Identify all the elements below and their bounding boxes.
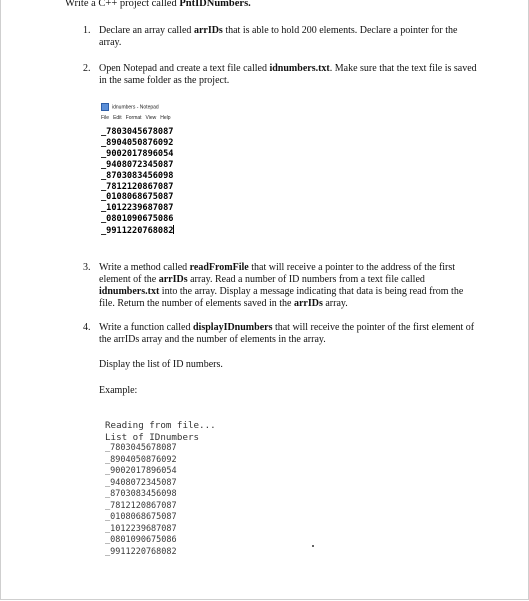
bold-term: readFromFile [189, 262, 249, 273]
console-line: _8904050876092 [105, 454, 177, 465]
console-line: _0801090675086 [105, 535, 177, 545]
text-run: that is able to hold 200 elements. Declare a pointer for the array. [99, 25, 458, 48]
menu-item-view: View [145, 115, 157, 121]
item-text [99, 262, 477, 310]
console-line: _0108068675087 [105, 512, 177, 522]
example-label: Example: [99, 385, 138, 396]
notepad-line: _9408072345087 [101, 159, 174, 170]
notepad-line: _8703083456098 [101, 170, 174, 181]
notepad-title: idnumbers - Notepad [112, 104, 159, 111]
text-run: Declare an array called [99, 25, 194, 36]
menu-item-edit: Edit [113, 115, 122, 121]
notepad-line: _8904050876092 [101, 137, 174, 148]
notepad-line: _7803045678087 [101, 127, 174, 137]
project-name: PntIDNumbers. [179, 0, 251, 9]
notepad-line: _0108068675087 [101, 192, 174, 203]
notepad-line: _9911220768082 [101, 226, 174, 237]
console-line: _7803045678087 [105, 443, 177, 453]
text-run: Open Notepad and create a text file called [99, 63, 270, 74]
console-line: _9408072345087 [105, 477, 177, 488]
header-prefix: Write a C++ project called [65, 0, 180, 9]
notepad-title-bar [101, 103, 159, 113]
console-line: _7812120867087 [105, 500, 177, 511]
document-header [65, 0, 251, 9]
text-run: array. [322, 298, 348, 309]
console-header-line: List of IDnumbers [105, 431, 200, 443]
notepad-line: _9002017896054 [101, 148, 174, 159]
text-cursor [173, 225, 174, 234]
console-header-line: Reading from file... [105, 420, 216, 431]
text-run: Write a method called [99, 262, 190, 273]
bold-term: arrIDs [158, 274, 188, 285]
notepad-screenshot [101, 103, 191, 249]
menu-item-help: Help [160, 115, 171, 121]
stray-dot [312, 545, 314, 547]
notepad-menu-bar [101, 115, 175, 121]
item-number: 3. [83, 262, 91, 273]
item-text [99, 25, 477, 49]
bold-term: arrIDs [193, 25, 223, 36]
text-run: Write a function called [99, 322, 193, 333]
bold-term: displayIDnumbers [193, 322, 273, 333]
notepad-icon [101, 103, 109, 111]
menu-item-format: Format [125, 115, 142, 121]
text-run: that will receive a pointer to the address of the first element of the [99, 262, 456, 285]
text-run: that will receive the pointer of the first element of the arrIDs array and the number of elements in the array. [99, 322, 475, 345]
notepad-line: _1012239687087 [101, 203, 174, 214]
notepad-line: _0801090675086 [101, 214, 174, 225]
bold-term: idnumbers.txt [269, 63, 330, 74]
menu-item-file: File [101, 115, 110, 121]
item-number: 2. [83, 63, 91, 74]
item-number: 4. [83, 322, 91, 333]
text-run: into the array. Display a message indicating that data is being read from the file. Return the number of elements saved in the [99, 286, 464, 309]
console-line: _8703083456098 [105, 489, 177, 499]
console-line: _9002017896054 [105, 466, 177, 476]
bold-term: arrIDs [293, 298, 323, 309]
console-line: _1012239687087 [105, 523, 177, 534]
console-output [105, 420, 216, 558]
display-text: Display the list of ID numbers. [99, 359, 223, 370]
item-text [99, 63, 477, 87]
item-number: 1. [83, 25, 91, 36]
bold-term: idnumbers.txt [99, 286, 160, 297]
console-line: _9911220768082 [105, 546, 177, 557]
notepad-line: _7812120867087 [101, 181, 174, 192]
item-text [99, 322, 477, 346]
text-run: . Make sure that the text file is saved in the same folder as the project. [99, 63, 477, 86]
text-run: array. Read a number of ID numbers from a text file called [187, 274, 425, 285]
notepad-content [101, 127, 174, 237]
